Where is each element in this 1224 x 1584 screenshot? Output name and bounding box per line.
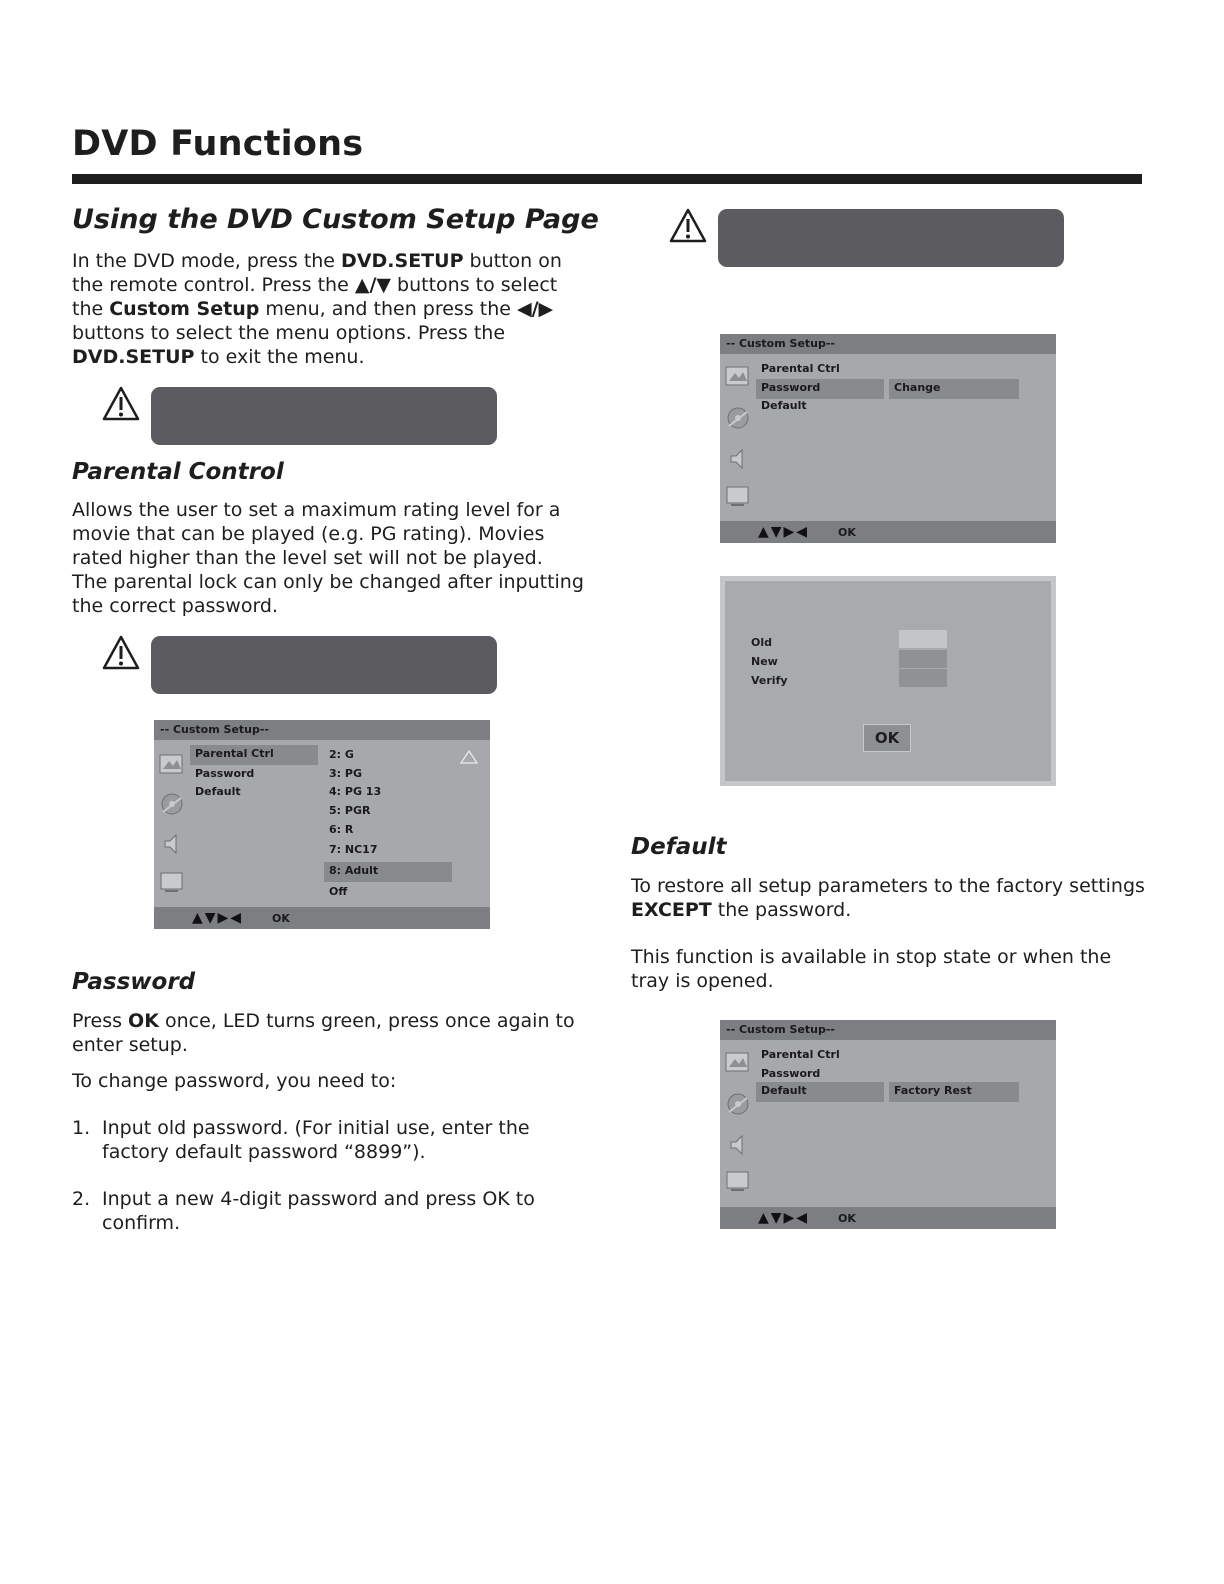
warning-note-box: [151, 636, 497, 694]
password-entry-dialog: [720, 576, 1056, 786]
screen-icon: [725, 1169, 751, 1193]
osd-password-screen: [720, 334, 1056, 543]
warning-note-box: [151, 387, 497, 445]
osd-parental-ctrl-screen: [154, 720, 490, 929]
osd-header: -- Custom Setup--: [720, 334, 1056, 354]
warning-note-box: [718, 209, 1064, 267]
step-number: 1.: [72, 1117, 91, 1139]
osd-header: -- Custom Setup--: [720, 1020, 1056, 1040]
old-password-label: Old: [751, 636, 772, 649]
page-title: DVD Functions: [72, 124, 364, 164]
osd-footer: [154, 907, 490, 929]
osd-menu-default[interactable]: Default: [756, 1082, 884, 1102]
verify-password-input[interactable]: [899, 669, 947, 687]
audio-icon: [159, 832, 185, 856]
password-change-intro: To change password, you need to:: [72, 1070, 397, 1092]
osd-rating-option[interactable]: 2: G: [329, 748, 354, 761]
osd-factory-reset-option[interactable]: Factory Rest: [889, 1082, 1019, 1102]
scroll-up-icon[interactable]: [460, 750, 478, 764]
osd-menu-parental-ctrl[interactable]: Parental Ctrl: [190, 745, 318, 765]
osd-rating-option[interactable]: 5: PGR: [329, 804, 371, 817]
audio-icon: [725, 447, 751, 471]
osd-header: -- Custom Setup--: [154, 720, 490, 740]
new-password-input[interactable]: [899, 650, 947, 668]
osd-default-screen: [720, 1020, 1056, 1229]
default-title: Default: [631, 834, 727, 860]
osd-rating-option[interactable]: 7: NC17: [329, 843, 378, 856]
setup-menu-icon: [159, 752, 185, 776]
warning-icon: [669, 208, 707, 244]
step-text: Input old password. (For initial use, enter the factory default password “8899”).: [102, 1117, 530, 1163]
audio-icon: [725, 1133, 751, 1157]
osd-ok-label: OK: [838, 1212, 856, 1225]
osd-rating-option[interactable]: Off: [329, 885, 348, 898]
title-rule: [72, 174, 1142, 184]
screen-icon: [159, 870, 185, 894]
default-description: To restore all setup parameters to the factory settings EXCEPT the password.: [631, 875, 1145, 921]
osd-menu-parental-ctrl[interactable]: Parental Ctrl: [761, 362, 840, 375]
osd-rating-option[interactable]: 4: PG 13: [329, 785, 382, 798]
parental-control-text: Allows the user to set a maximum rating level for a movie that can be played (e.g. PG rating). Movies rated higher than the level set will not be played. The parental lock can only be changed after inputting the correct password.: [72, 499, 584, 617]
default-availability-note: This function is available in stop state or when the tray is opened.: [631, 946, 1112, 992]
section-title: Using the DVD Custom Setup Page: [72, 204, 599, 235]
osd-rating-option[interactable]: 6: R: [329, 823, 354, 836]
disc-icon: [725, 406, 751, 430]
parental-control-title: Parental Control: [72, 459, 284, 485]
osd-menu-parental-ctrl[interactable]: Parental Ctrl: [761, 1048, 840, 1061]
osd-change-option[interactable]: Change: [889, 379, 1019, 399]
password-step: [72, 1116, 584, 1164]
disc-icon: [159, 792, 185, 816]
osd-menu-password[interactable]: Password: [756, 379, 884, 399]
password-title: Password: [72, 969, 196, 995]
warning-icon: [102, 635, 140, 671]
osd-nav-arrows: ▲▼▶◀: [192, 910, 244, 926]
intro-paragraph: In the DVD mode, press the DVD.SETUP button on the remote control. Press the ▲/▼ buttons to select the Custom Setup menu, and then press the ◀/▶ buttons to select the menu options. Press the DVD.SETUP to exit the menu.: [72, 250, 562, 368]
osd-rating-option-selected[interactable]: 8: Adult: [324, 862, 452, 882]
verify-password-label: Verify: [751, 674, 788, 687]
disc-icon: [725, 1092, 751, 1116]
password-step: [72, 1187, 584, 1235]
setup-menu-icon: [725, 1050, 751, 1074]
password-ok-button[interactable]: OK: [863, 724, 911, 752]
screen-icon: [725, 484, 751, 508]
osd-rating-option[interactable]: 3: PG: [329, 767, 362, 780]
warning-icon: [102, 386, 140, 422]
osd-ok-label: OK: [272, 912, 290, 925]
step-text: Input a new 4-digit password and press OK to confirm.: [102, 1188, 535, 1234]
step-number: 2.: [72, 1188, 91, 1210]
osd-menu-default[interactable]: Default: [761, 399, 807, 412]
osd-menu-password[interactable]: Password: [195, 767, 255, 780]
password-instructions: Press OK once, LED turns green, press once again to enter setup.: [72, 1010, 575, 1056]
setup-menu-icon: [725, 364, 751, 388]
osd-ok-label: OK: [838, 526, 856, 539]
old-password-input[interactable]: [899, 630, 947, 648]
osd-menu-default[interactable]: Default: [195, 785, 241, 798]
osd-nav-arrows: ▲▼▶◀: [758, 1210, 810, 1226]
osd-footer: [720, 521, 1056, 543]
osd-nav-arrows: ▲▼▶◀: [758, 524, 810, 540]
new-password-label: New: [751, 655, 778, 668]
osd-menu-password[interactable]: Password: [761, 1067, 821, 1080]
osd-footer: [720, 1207, 1056, 1229]
